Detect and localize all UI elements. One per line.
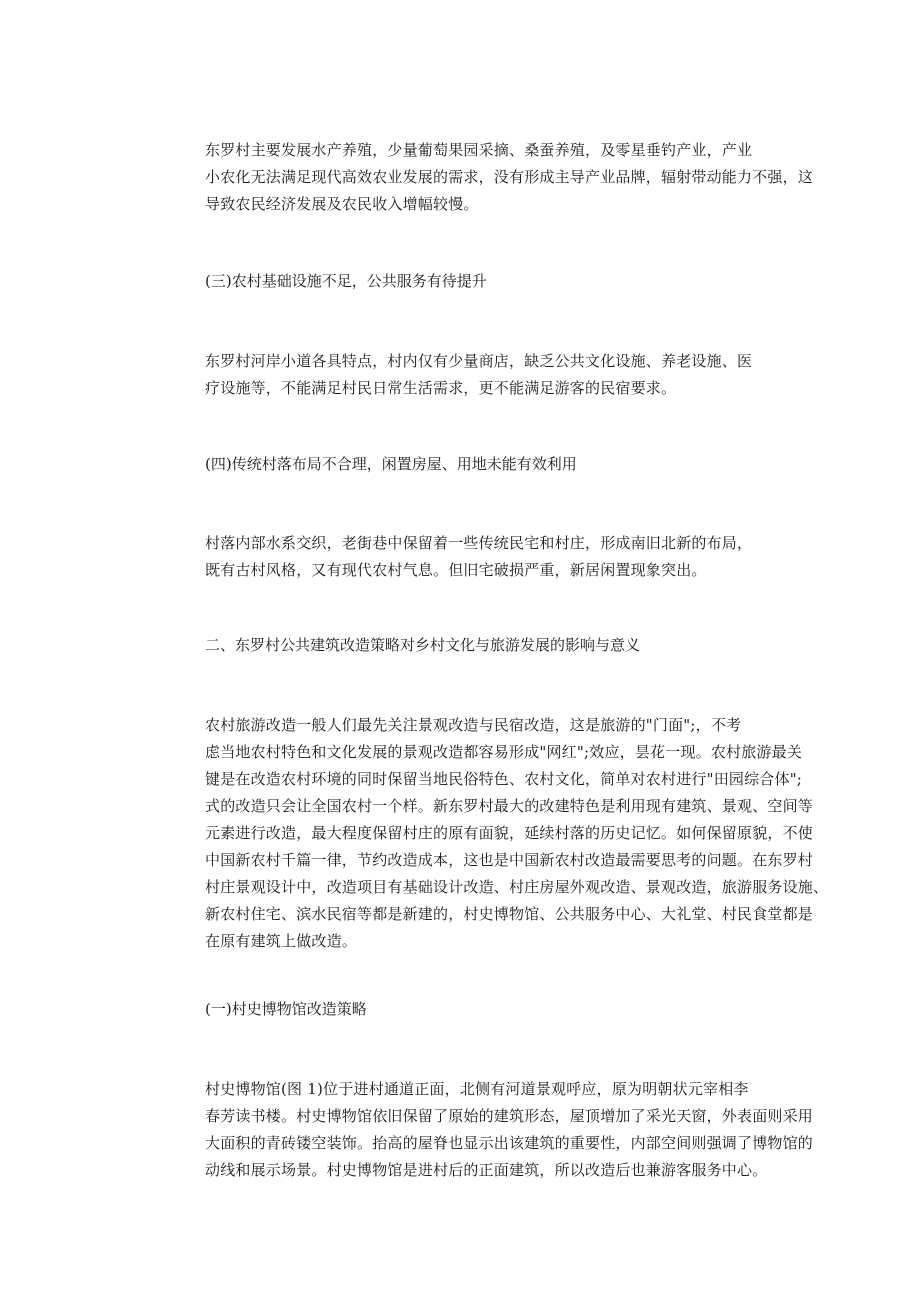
text-line: 小农化无法满足现代高效农业发展的需求，没有形成主导产业品牌，辐射带动能力不强，这: [205, 168, 814, 186]
paragraph-tourism: [168, 712, 829, 955]
paragraph-museum: [168, 1076, 814, 1184]
heading-layout: (四)传统村落布局不合理，闲置房屋、用地未能有效利用: [205, 455, 577, 473]
text-line: 动线和展示场景。村史博物馆是进村后的正面建筑，所以改造后也兼游客服务中心。: [205, 1161, 768, 1179]
text-line: 既有古村风格，又有现代农村气息。但旧宅破损严重，新居闲置现象突出。: [205, 561, 707, 579]
text-line: 疗设施等，不能满足村民日常生活需求，更不能满足游客的民宿要求。: [205, 379, 677, 397]
text-line: 在原有建筑上做改造。: [205, 932, 358, 950]
heading-section-two: 二、东罗村公共建筑改造策略对乡村文化与旅游发展的影响与意义: [205, 636, 641, 654]
text-line: 键是在改造农村环境的同时保留当地民俗特色、农村文化，简单对农村进行"田园综合体";: [205, 770, 803, 788]
heading-museum: (一)村史博物馆改造策略: [205, 1000, 367, 1018]
text-line: 式的改造只会让全国农村一个样。新东罗村最大的改建特色是利用现有建筑、景观、空间等: [205, 797, 814, 815]
paragraph-layout: [168, 530, 788, 584]
text-line: 新农村住宅、滨水民宿等都是新建的，村史博物馆、公共服务中心、大礼堂、村民食堂都是: [205, 905, 814, 923]
text-line: 村落内部水系交织，老街巷中保留着一些传统民宅和村庄，形成南旧北新的布局，: [205, 534, 753, 552]
text-line: 东罗村主要发展水产养殖，少量葡萄果园采摘、桑蚕养殖，及零星垂钓产业，产业: [205, 141, 753, 159]
text-line: 导致农民经济发展及农民收入增幅较慢。: [205, 195, 479, 213]
text-line: 大面积的青砖镂空装饰。抬高的屋脊也显示出该建筑的重要性，内部空间则强调了博物馆的: [205, 1134, 814, 1152]
text-line: 元素进行改造，最大程度保留村庄的原有面貌，延续村落的历史记忆。如何保留原貌，不使: [205, 824, 814, 842]
paragraph-infrastructure: [168, 348, 788, 402]
heading-infrastructure: (三)农村基础设施不足，公共服务有待提升: [205, 272, 487, 290]
paragraph-agriculture: [168, 137, 814, 218]
text-line: 虑当地农村特色和文化发展的景观改造都容易形成"网红";效应，昙花一现。农村旅游最关: [205, 743, 803, 761]
text-line: 中国新农村千篇一律，节约改造成本，这也是中国新农村改造最需要思考的问题。在东罗村: [205, 851, 814, 869]
text-line: 村庄景观设计中，改造项目有基础设计改造、村庄房屋外观改造、景观改造，旅游服务设施、: [205, 878, 829, 896]
text-line: 农村旅游改造一般人们最先关注景观改造与民宿改造，这是旅游的"门面";，不考: [205, 716, 742, 734]
text-line: 春芳读书楼。村史博物馆依旧保留了原始的建筑形态，屋顶增加了采光天窗，外表面则采用: [205, 1107, 814, 1125]
text-line: 村史博物馆(图 1)位于进村通道正面，北侧有河道景观呼应，原为明朝状元宰相李: [205, 1080, 749, 1098]
text-line: 东罗村河岸小道各具特点，村内仅有少量商店，缺乏公共文化设施、养老设施、医: [205, 352, 753, 370]
